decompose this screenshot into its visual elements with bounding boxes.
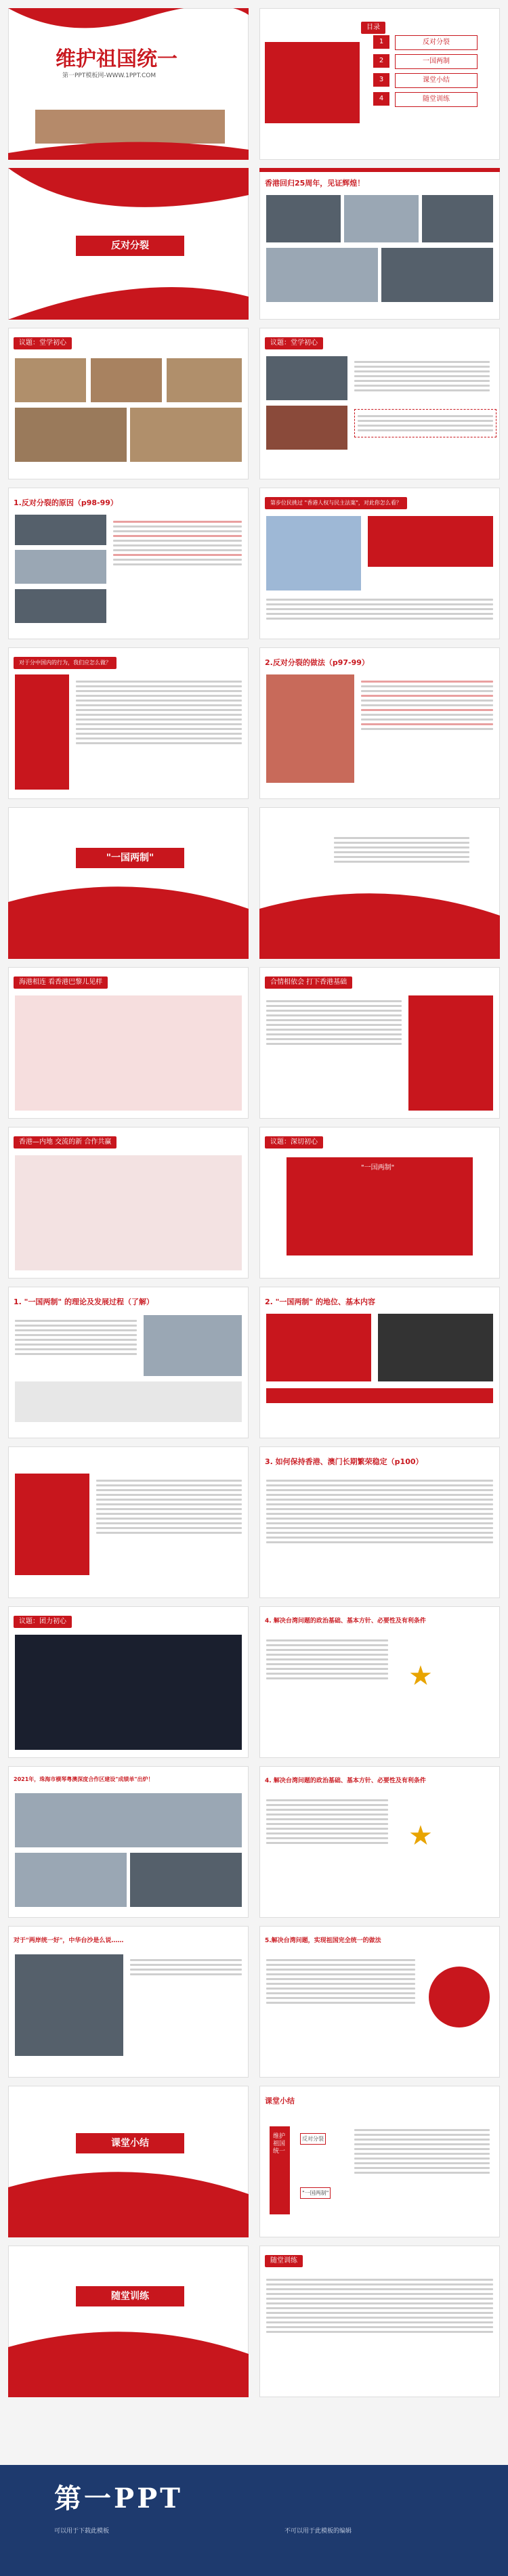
photo xyxy=(15,550,106,584)
slide-heading: 课堂小结 xyxy=(265,2097,295,2105)
brand-logo: 第一PPT xyxy=(54,2483,183,2514)
infographic xyxy=(15,995,242,1111)
slide-heading: 4. 解决台湾问题的政治基础、基本方针、必要性及有利条件 xyxy=(265,1778,426,1784)
slide-25[interactable] xyxy=(259,1926,500,2078)
slide-heading: 议题：堂学初心 xyxy=(14,337,72,349)
slide-4[interactable] xyxy=(8,328,249,479)
slide-20[interactable] xyxy=(8,1606,249,1758)
slide-toc[interactable] xyxy=(259,8,500,160)
photo xyxy=(91,358,162,402)
slide-10[interactable] xyxy=(8,807,249,959)
photo xyxy=(15,1853,127,1907)
light-show-photo xyxy=(15,1635,242,1750)
text-box xyxy=(368,516,493,567)
slide-heading: 议题：堂学初心 xyxy=(265,337,323,349)
photo xyxy=(266,356,347,400)
slide-heading: 2. "一国两制" 的地位、基本内容 xyxy=(265,1297,375,1306)
toc-item-2[interactable]: 一国两制 xyxy=(395,54,478,69)
slide-9[interactable] xyxy=(259,647,500,799)
slide-heading: 第步位民挑过 "香港人权与民主法案"，对此你怎么看？ xyxy=(265,497,407,509)
poster xyxy=(408,995,493,1111)
toc-num-2: 2 xyxy=(373,54,389,68)
slide-heading: 海港相连 看香港巴黎儿见样 xyxy=(14,976,108,989)
slide-15[interactable] xyxy=(259,1127,500,1279)
fist-image xyxy=(378,1314,493,1381)
slide-27[interactable] xyxy=(259,2086,500,2237)
section-title: "一国两制" xyxy=(76,848,184,868)
photo xyxy=(344,195,419,242)
poster xyxy=(15,674,69,790)
red-wave-icon xyxy=(259,807,500,959)
photo xyxy=(266,406,347,450)
photo xyxy=(15,408,127,462)
photo xyxy=(266,195,341,242)
red-wave-icon xyxy=(8,807,249,959)
slide-14[interactable] xyxy=(8,1127,249,1279)
photo xyxy=(15,1793,242,1847)
slide-22[interactable] xyxy=(8,1766,249,1918)
toc-item-3[interactable]: 课堂小结 xyxy=(395,73,478,88)
photo xyxy=(144,1315,242,1376)
red-wave-icon xyxy=(8,2086,249,2237)
slide-heading: 香港回归25周年，见证辉煌！ xyxy=(265,179,365,188)
slide-heading: 2021年，珠海市横琴粤澳深度合作区建设"成绩单"出炉！ xyxy=(14,1776,154,1782)
slide-2[interactable] xyxy=(259,168,500,320)
slide-heading: 议题：团力初心 xyxy=(14,1616,72,1628)
photo xyxy=(15,589,106,623)
photo xyxy=(422,195,493,242)
slide-heading: 合情相依会 打下香港基础 xyxy=(265,976,352,989)
photo xyxy=(130,1853,242,1907)
toc-num-1: 1 xyxy=(373,35,389,49)
slide-heading: 随堂训练 xyxy=(265,2255,303,2267)
photo xyxy=(130,408,242,462)
photo xyxy=(266,248,378,302)
slide-5[interactable] xyxy=(259,328,500,479)
red-wave-icon xyxy=(8,133,249,160)
slide-cover[interactable] xyxy=(8,8,249,160)
toc-item-4[interactable]: 随堂训练 xyxy=(395,92,478,107)
red-wave-icon xyxy=(8,2246,249,2397)
toc-item-1[interactable]: 反对分裂 xyxy=(395,35,478,50)
slide-heading: 香港—内地 交流的新 合作共赢 xyxy=(14,1136,117,1149)
brand-line-1: 可以用于下载此模板 xyxy=(54,2528,110,2535)
slide-11[interactable] xyxy=(259,807,500,959)
toc-num-4: 4 xyxy=(373,92,389,106)
slide-12[interactable] xyxy=(8,967,249,1119)
banner-text: "一国两制" xyxy=(361,1164,395,1172)
flags-photo xyxy=(287,1157,473,1255)
slide-17[interactable] xyxy=(259,1287,500,1438)
branch-2: "一国两制" xyxy=(300,2187,331,2199)
cover-title: 维护祖国统一 xyxy=(56,47,177,71)
photo xyxy=(266,516,361,591)
photo xyxy=(266,674,354,783)
toc-num-3: 3 xyxy=(373,73,389,87)
slide-29[interactable] xyxy=(259,2246,500,2397)
slide-16[interactable] xyxy=(8,1287,249,1438)
brand-line-2: 不可以用于此模板的编辑 xyxy=(284,2528,352,2535)
slide-heading: 5.解决台湾问题，实现祖国完全统一的做法 xyxy=(265,1937,381,1944)
branch-1: 反对分裂 xyxy=(300,2133,326,2145)
slide-19[interactable] xyxy=(259,1446,500,1598)
slide-24[interactable] xyxy=(8,1926,249,2078)
slide-18[interactable] xyxy=(8,1446,249,1598)
cover-subtitle: 第一PPT模板网-WWW.1PPT.COM xyxy=(62,72,156,79)
timeline xyxy=(15,1381,242,1422)
diagram-left xyxy=(266,1314,371,1381)
slide-3[interactable] xyxy=(8,168,249,320)
slide-heading: 议题：深切初心 xyxy=(265,1136,323,1149)
slide-7[interactable] xyxy=(259,488,500,639)
section-title: 课堂小结 xyxy=(76,2133,184,2153)
slide-23[interactable] xyxy=(259,1766,500,1918)
slide-21[interactable] xyxy=(259,1606,500,1758)
section-title: 反对分裂 xyxy=(76,236,184,256)
circle-diagram xyxy=(429,1967,490,2027)
slide-heading: 对于分中国内的行为，我们应怎么做？ xyxy=(14,657,117,669)
slide-26[interactable] xyxy=(8,2086,249,2237)
photo xyxy=(15,515,106,545)
photo xyxy=(381,248,493,302)
ribbon-decoration xyxy=(265,42,360,123)
brand-footer xyxy=(0,2465,508,2576)
photo xyxy=(15,358,86,402)
slide-heading: 3. 如何保持香港、澳门长期繁荣稳定（p100） xyxy=(265,1457,423,1466)
slide-heading: 4. 解决台湾问题的政治基础、基本方针、必要性及有利条件 xyxy=(265,1618,426,1625)
toc-heading: 目录 xyxy=(361,22,385,34)
star-icon: ★ xyxy=(408,1820,433,1851)
slide-heading: 1. "一国两制" 的理论及发展过程（了解） xyxy=(14,1297,154,1306)
slide-6[interactable] xyxy=(8,488,249,639)
infographic xyxy=(15,1155,242,1270)
slide-heading: 2.反对分裂的做法（p97-99） xyxy=(265,658,369,667)
summary-root-text: 维护祖国统一 xyxy=(273,2133,286,2155)
slide-heading: 对于"两岸统一好"，中华台沙是么说…… xyxy=(14,1937,124,1944)
slide-13[interactable] xyxy=(259,967,500,1119)
button-row xyxy=(266,1388,493,1403)
slide-8[interactable] xyxy=(8,647,249,799)
video-thumbnail[interactable] xyxy=(15,1954,123,2056)
photo xyxy=(15,1474,89,1575)
slide-28[interactable] xyxy=(8,2246,249,2397)
slide-heading: 1.反对分裂的原因（p98-99） xyxy=(14,498,118,507)
section-title: 随堂训练 xyxy=(76,2286,184,2306)
photo xyxy=(167,358,242,402)
star-icon: ★ xyxy=(408,1660,433,1692)
